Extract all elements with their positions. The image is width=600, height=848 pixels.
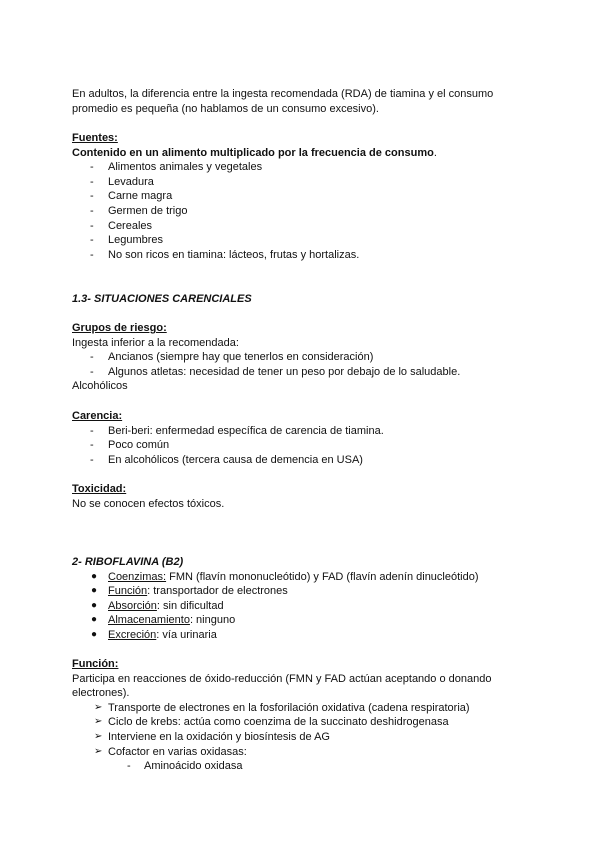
list-item-text: Levadura xyxy=(108,175,154,188)
bullet-marker: ● xyxy=(91,599,98,611)
dash-marker: - xyxy=(90,453,94,466)
dash-marker: - xyxy=(90,190,94,203)
funcion-line-1: Participa en reacciones de óxido-reducción (FMN y FAD actúan aceptando o donando xyxy=(72,672,492,685)
grupos-heading: Grupos de riesgo: xyxy=(72,322,167,334)
list-item xyxy=(72,715,532,730)
section-2-title: 2- RIBOFLAVINA (B2) xyxy=(72,556,184,568)
bullet-marker: ● xyxy=(91,628,98,640)
section-1-3-title: 1.3- SITUACIONES CARENCIALES xyxy=(72,293,252,305)
fuentes-subtitle-bold: Contenido en un alimento multiplicado por la frecuencia de consumo xyxy=(72,146,434,159)
list-item-text: Alimentos animales y vegetales xyxy=(108,161,263,174)
toxicidad-heading: Toxicidad: xyxy=(72,483,127,495)
list-item xyxy=(72,584,532,599)
bullet-text: : sin dificultad xyxy=(156,599,224,612)
list-item xyxy=(72,628,532,643)
list-item-text: Cereales xyxy=(108,219,153,232)
list-item-text: Ancianos (siempre hay que tenerlos en consideración) xyxy=(108,351,374,364)
fuentes-list xyxy=(72,160,532,262)
list-item-text: Interviene en la oxidación y biosíntesis de AG xyxy=(108,730,330,743)
list-item-text: Ciclo de krebs: actúa como coenzima de la succinato deshidrogenasa xyxy=(108,716,449,729)
funcion-list xyxy=(72,701,532,759)
bullet-marker: ● xyxy=(91,570,98,582)
list-item-text: No son ricos en tiamina: lácteos, frutas y hortalizas. xyxy=(108,248,360,261)
dash-marker: - xyxy=(90,161,94,174)
funcion-section xyxy=(72,657,532,774)
dash-marker: - xyxy=(127,760,131,773)
list-item-text: Transporte de electrones en la fosforilación oxidativa (cadena respiratoria) xyxy=(108,701,470,714)
list-item-text: Poco común xyxy=(108,439,170,452)
bullet-label: Excreción xyxy=(108,628,157,641)
list-item-text: Germen de trigo xyxy=(108,204,188,217)
fuentes-section xyxy=(72,131,532,262)
list-item xyxy=(72,160,532,175)
list-item-text: Legumbres xyxy=(108,234,164,247)
bullet-text: : vía urinaria xyxy=(156,628,217,641)
funcion-heading: Función: xyxy=(72,658,119,670)
bullet-label: Absorción xyxy=(108,599,157,612)
list-item xyxy=(72,204,532,219)
dash-marker: - xyxy=(90,219,94,232)
list-item xyxy=(72,189,532,204)
arrow-marker: ➢ xyxy=(94,701,103,713)
toxicidad-text: No se conocen efectos tóxicos. xyxy=(72,497,225,510)
bullet-text: : transportador de electrones xyxy=(147,585,288,598)
bullet-marker: ● xyxy=(91,585,98,597)
bullet-label: Función xyxy=(108,585,148,598)
arrow-marker: ➢ xyxy=(94,745,103,757)
carencia-list xyxy=(72,424,532,468)
list-item xyxy=(72,365,532,380)
list-item xyxy=(72,730,532,745)
grupos-list xyxy=(72,350,532,379)
list-item xyxy=(72,248,532,263)
dash-marker: - xyxy=(90,175,94,188)
list-item-text: Beri-beri: enfermedad específica de carencia de tiamina. xyxy=(108,424,384,437)
bullet-marker: ● xyxy=(91,614,98,626)
list-item xyxy=(72,701,532,716)
list-item xyxy=(72,219,532,234)
bullet-label: Coenzimas: xyxy=(108,570,167,583)
section-2 xyxy=(72,555,532,643)
list-item xyxy=(72,438,532,453)
carencia-section xyxy=(72,409,532,467)
list-item xyxy=(72,424,532,439)
list-item xyxy=(72,453,532,468)
intro-line-1: En adultos, la diferencia entre la ingesta recomendada (RDA) de tiamina y el consumo xyxy=(72,88,494,100)
dash-marker: - xyxy=(90,351,94,364)
dash-marker: - xyxy=(90,234,94,247)
bullet-text: : ninguno xyxy=(189,614,236,627)
riboflavina-list xyxy=(72,570,532,643)
dash-marker: - xyxy=(90,424,94,437)
grupos-intro: Ingesta inferior a la recomendada: xyxy=(72,336,239,349)
toxicidad-section xyxy=(72,482,532,511)
fuentes-subtitle-end: . xyxy=(433,146,437,159)
section-1-3 xyxy=(72,292,532,307)
carencia-heading: Carencia: xyxy=(72,410,123,422)
list-item-text: Algunos atletas: necesidad de tener un peso por debajo de lo saludable. xyxy=(108,365,461,378)
arrow-marker: ➢ xyxy=(94,716,103,728)
funcion-line-2: electrones). xyxy=(72,687,130,700)
grupos-after: Alcohólicos xyxy=(72,380,128,393)
list-item xyxy=(72,350,532,365)
list-item-text: Cofactor en varias oxidasas: xyxy=(108,745,247,758)
dash-marker: - xyxy=(90,248,94,261)
list-item xyxy=(72,233,532,248)
dash-marker: - xyxy=(90,439,94,452)
grupos-section xyxy=(72,321,532,394)
list-item-text: En alcohólicos (tercera causa de demencia en USA) xyxy=(108,453,363,466)
list-item xyxy=(72,759,532,774)
bullet-text: FMN (flavín mononucleótido) y FAD (flavín adenín dinucleótido) xyxy=(166,570,479,583)
dash-marker: - xyxy=(90,204,94,217)
intro-line-2: promedio es pequeña (no hablamos de un consumo excesivo). xyxy=(72,102,379,115)
list-item xyxy=(72,175,532,190)
fuentes-subtitle xyxy=(72,146,532,161)
list-item xyxy=(72,613,532,628)
intro-paragraph xyxy=(72,87,532,116)
list-item-text: Carne magra xyxy=(108,190,173,203)
funcion-sublist xyxy=(72,759,532,774)
list-item xyxy=(72,745,532,760)
bullet-label: Almacenamiento xyxy=(108,614,190,627)
list-item xyxy=(72,570,532,585)
fuentes-heading: Fuentes: xyxy=(72,132,118,144)
dash-marker: - xyxy=(90,365,94,378)
list-item xyxy=(72,599,532,614)
list-item-text: Aminoácido oxidasa xyxy=(144,760,243,773)
arrow-marker: ➢ xyxy=(94,730,103,742)
